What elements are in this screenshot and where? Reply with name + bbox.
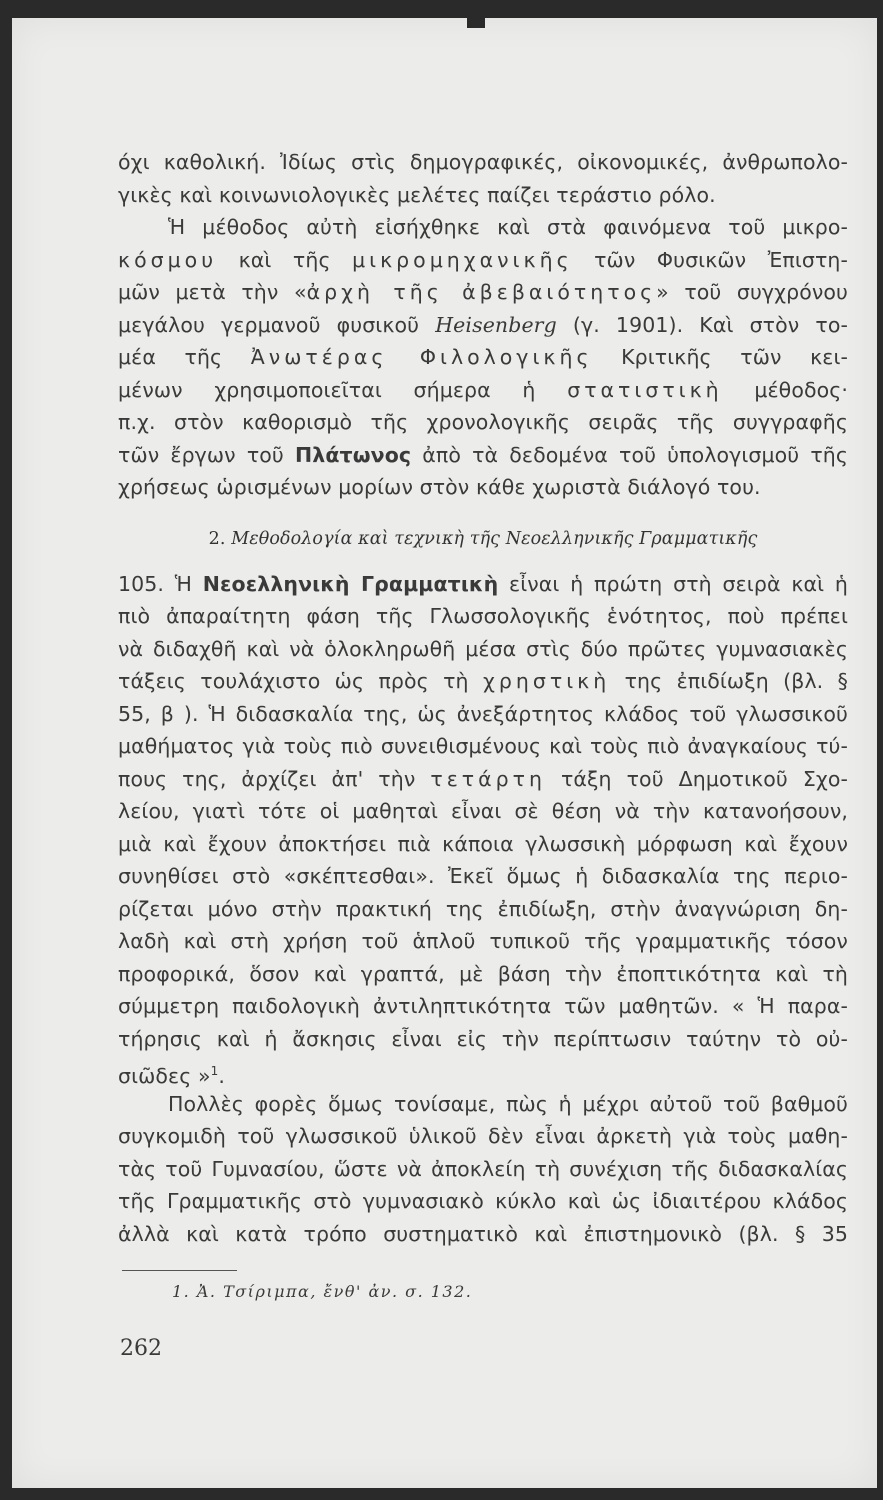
text-line: λείου, γιατὶ τότε οἱ μαθηταὶ εἶναι σὲ θέση νὰ τὴν κατανοήσουν,: [118, 799, 848, 823]
text-line: Πολλὲς φορὲς ὅμως τονίσαμε, πὼς ἡ μέχρι αὐτοῦ τοῦ βαθμοῦ: [168, 1091, 848, 1116]
text-line: λαδὴ καὶ στὴ χρήση τοῦ ἁπλοῦ τυπικοῦ τῆς γραμματικῆς τόσον: [118, 929, 848, 953]
text-line: χρήσεως ὡρισμένων μορίων στὸν κάθε χωριστὰ διάλογό του.: [118, 475, 761, 499]
text-line: σιῶδες »$^1$.: [118, 1063, 225, 1088]
text-line: μῶν μετὰ τὴν «ἀρχὴ τῆς ἀβεβαιότητος» τοῦ συγχρόνου: [118, 280, 849, 304]
text-line: όχι καθολική. Ἰδίως στὶς δημογραφικές, οἰκονομικές, ἀνθρωπολο-: [118, 150, 848, 174]
body-text: [118, 146, 848, 1250]
text-line: νὰ διδαχθῆ καὶ νὰ ὁλοκληρωθῆ μέσα στὶς δύο πρῶτες γυμνασιακὲς: [118, 636, 848, 661]
section-heading: 2. Μεθοδολογία καὶ τεχνικὴ τῆς Νεοελληνικῆς Γραμματικῆς: [208, 528, 758, 549]
text-line: γικὲς καὶ κοινωνιολογικὲς μελέτες παίζει τεράστιο ρόλο.: [118, 182, 716, 207]
book-page: [12, 18, 877, 1488]
text-line: μεγάλου γερμανοῦ φυσικοῦ Heisenberg (γ. 1901). Καὶ στὸν το-: [118, 312, 848, 337]
text-line: τῆς Γραμματικῆς στὸ γυμνασιακὸ κύκλο καὶ ὡς ἰδιαιτέρου κλάδος: [118, 1189, 848, 1213]
text-line: κόσμου καὶ τῆς μικρομηχανικῆς τῶν Φυσικῶν Ἐπιστη-: [118, 247, 848, 272]
text-line: τήρησις καὶ ἡ ἄσκησις εἶναι εἰς τὴν περίπτωσιν ταύτην τὸ οὐ-: [118, 1026, 848, 1051]
text-line: τὰς τοῦ Γυμνασίου, ὥστε νὰ ἀποκλείη τὴ συνέχιση τῆς διδασκαλίας: [118, 1156, 848, 1181]
text-line: μαθήματος γιὰ τοὺς πιὸ συνειθισμένους καὶ τοὺς πιὸ ἀναγκαίους τύ-: [118, 734, 848, 758]
text-line: τάξεις τουλάχιστο ὡς πρὸς τὴ χρηστικὴ της ἐπιδίωξη (βλ. §: [118, 669, 849, 693]
page-number: 262: [120, 1336, 162, 1361]
text-line: μιὰ καὶ ἔχουν ἀποκτήσει πιὰ κάποια γλωσσικὴ μόρφωση καὶ ἔχουν: [118, 831, 848, 856]
text-line: συνηθίσει στὸ «σκέπτεσθαι». Ἐκεῖ ὅμως ἡ διδασκαλία της περιο-: [118, 864, 848, 888]
footnote-marker: 1: [210, 1064, 219, 1078]
text-line: προφορικά, ὅσον καὶ γραπτά, μὲ βάση τὴν ἐποπτικότητα καὶ τὴ: [118, 961, 848, 986]
text-line: μένων χρησιμοποιεῖται σήμερα ἡ στατιστικὴ μέθοδος·: [118, 377, 848, 402]
text-line: 55, β ). Ἡ διδασκαλία της, ὡς ἀνεξάρτητος κλάδος τοῦ γλωσσικοῦ: [118, 701, 848, 726]
text-line: 105. Ἡ Νεοελληνικὴ Γραμματικὴ εἶναι ἡ πρώτη στὴ σειρὰ καὶ ἡ: [118, 571, 848, 596]
text-line: τῶν ἔργων τοῦ Πλάτωνος ἀπὸ τὰ δεδομένα τοῦ ὑπολογισμοῦ τῆς: [118, 442, 848, 467]
footnote-divider: [122, 1270, 237, 1271]
text-line: ἀλλὰ καὶ κατὰ τρόπο συστηματικὸ καὶ ἐπιστημονικὸ (βλ. § 35: [118, 1221, 848, 1246]
scan-edge-mark: [467, 18, 485, 28]
text-line: μέα τῆς Ἀνωτέρας Φιλολογικῆς Κριτικῆς τῶν κει-: [118, 345, 848, 369]
text-line: συγκομιδὴ τοῦ γλωσσικοῦ ὑλικοῦ δὲν εἶναι ἀρκετὴ γιὰ τοὺς μαθη-: [118, 1124, 848, 1148]
text-line: ρίζεται μόνο στὴν πρακτική της ἐπιδίωξη, στὴν ἀναγνώριση δη-: [118, 896, 848, 921]
footnote: 1. Ἀ. Τσίριμπα, ἔνθ' ἀν. σ. 132.: [172, 1282, 473, 1301]
text-line: πιὸ ἀπαραίτητη φάση τῆς Γλωσσολογικῆς ἑνότητος, ποὺ πρέπει: [118, 604, 848, 628]
text-line: σύμμετρη παιδολογικὴ ἀντιληπτικότητα τῶν μαθητῶν. « Ἡ παρα-: [118, 994, 848, 1018]
text-line: π.χ. στὸν καθορισμὸ τῆς χρονολογικῆς σειρᾶς τῆς συγγραφῆς: [118, 410, 848, 434]
text-line: Ἡ μέθοδος αὐτὴ εἰσήχθηκε καὶ στὰ φαινόμενα τοῦ μικρο-: [168, 215, 848, 239]
text-line: πους της, ἀρχίζει ἀπ' τὴν τετάρτη τάξη τοῦ Δημοτικοῦ Σχο-: [118, 766, 848, 791]
